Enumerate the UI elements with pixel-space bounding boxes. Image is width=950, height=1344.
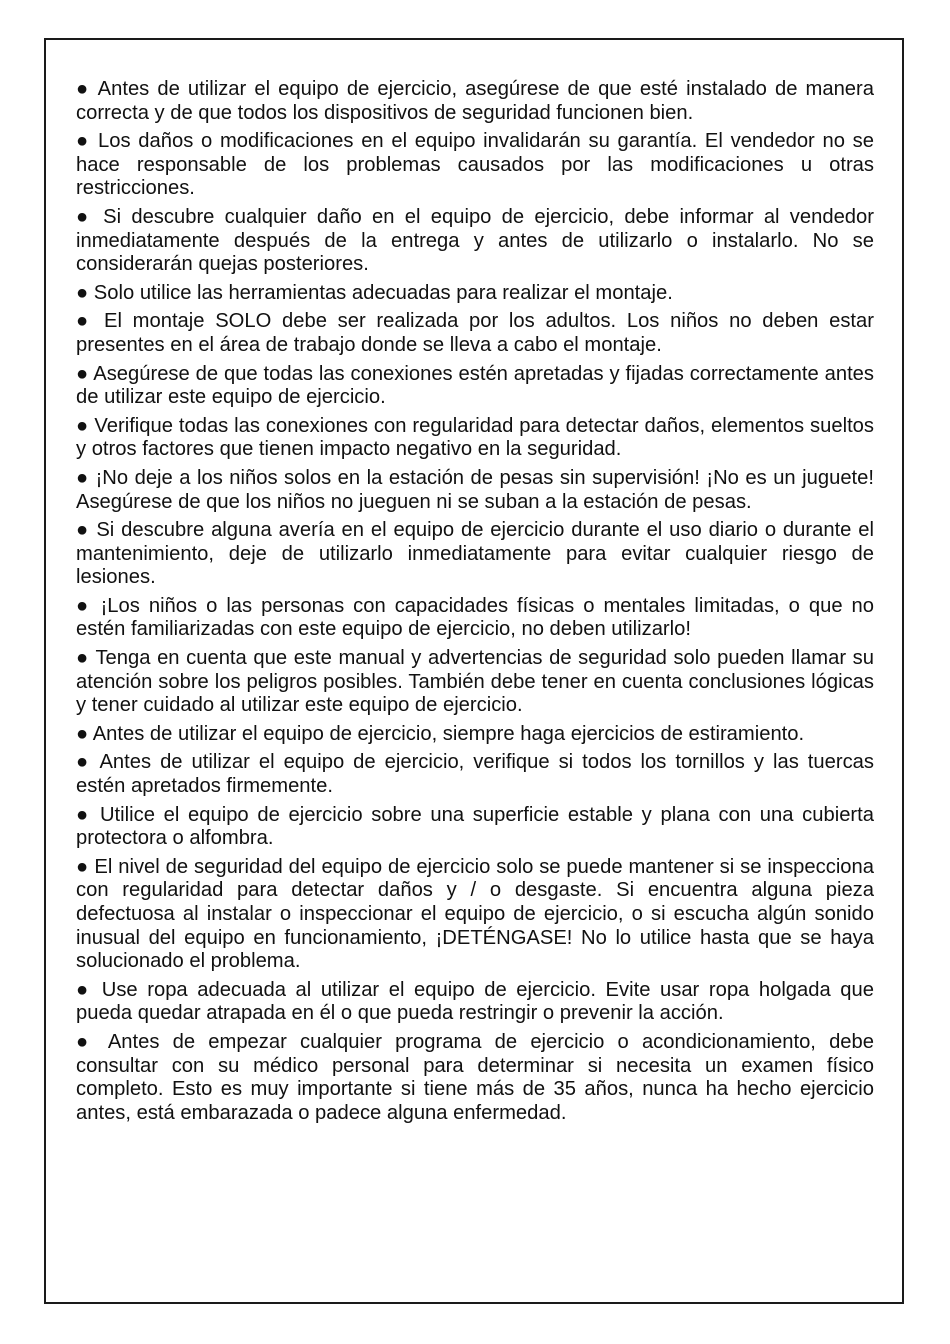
safety-item: ● ¡Los niños o las personas con capacidades físicas o mentales limitadas, o que no estén familiarizadas con este equipo de ejercicio, no deben utilizarlo! [76,594,874,641]
safety-instructions [76,78,874,1130]
safety-item: ● Los daños o modificaciones en el equipo invalidarán su garantía. El vendedor no se hace responsable de los problemas causados por las modificaciones u otras restricciones. [76,130,874,200]
safety-item: ● Utilice el equipo de ejercicio sobre una superficie estable y plana con una cubierta protectora o alfombra. [76,803,874,850]
safety-item: ● Tenga en cuenta que este manual y advertencias de seguridad solo pueden llamar su atención sobre los peligros posibles. También debe tener en cuenta conclusiones lógicas y tener cuidado al utilizar este equipo de ejercicio. [76,647,874,717]
safety-item: ● Solo utilice las herramientas adecuadas para realizar el montaje. [76,281,673,304]
safety-item: ● Si descubre cualquier daño en el equipo de ejercicio, debe informar al vendedor inmediatamente después de la entrega y antes de utilizarlo o instalarlo. No se considerarán quejas posteriores. [76,205,874,276]
safety-item: ● El nivel de seguridad del equipo de ejercicio solo se puede mantener si se inspecciona con regularidad para detectar daños y / o desgaste. Si encuentra alguna pieza defectuosa al instalar o inspeccionar el equipo de ejercicio, o si escucha algún sonido inusual del equipo en funcionamiento, ¡DETÉNGASE! No lo utilice hasta que se haya solucionado el problema. [76,855,874,973]
safety-item: ● El montaje SOLO debe ser realizada por los adultos. Los niños no deben estar presentes en el área de trabajo donde se lleva a cabo el montaje. [76,310,874,356]
safety-item: ● Antes de utilizar el equipo de ejercicio, siempre haga ejercicios de estiramiento. [76,722,805,745]
safety-item: ● Verifique todas las conexiones con regularidad para detectar daños, elementos sueltos y otros factores que tienen impacto negativo en la seguridad. [76,414,874,461]
safety-item: ● Use ropa adecuada al utilizar el equipo de ejercicio. Evite usar ropa holgada que pueda quedar atrapada en él o que pueda restringir o prevenir la acción. [76,978,874,1025]
safety-item: ● Asegúrese de que todas las conexiones estén apretadas y fijadas correctamente antes de utilizar este equipo de ejercicio. [76,362,874,409]
safety-item: ● ¡No deje a los niños solos en la estación de pesas sin supervisión! ¡No es un juguete! Asegúrese de que los niños no jueguen ni se suban a la estación de pesas. [76,466,874,513]
safety-item: ● Antes de empezar cualquier programa de ejercicio o acondicionamiento, debe consultar con su médico personal para determinar si necesita un examen físico completo. Esto es muy importante si tiene más de 35 años, nunca ha hecho ejercicio antes, está embarazada o padece alguna enfermedad. [76,1030,874,1124]
safety-item: ● Antes de utilizar el equipo de ejercicio, verifique si todos los tornillos y las tuercas estén apretados firmemente. [76,751,874,798]
safety-item: ● Si descubre alguna avería en el equipo de ejercicio durante el uso diario o durante el mantenimiento, deje de utilizarlo inmediatamente para evitar cualquier riesgo de lesiones. [76,519,874,589]
safety-item: ● Antes de utilizar el equipo de ejercicio, asegúrese de que esté instalado de manera correcta y de que todos los dispositivos de seguridad funcionen bien. [76,78,874,124]
